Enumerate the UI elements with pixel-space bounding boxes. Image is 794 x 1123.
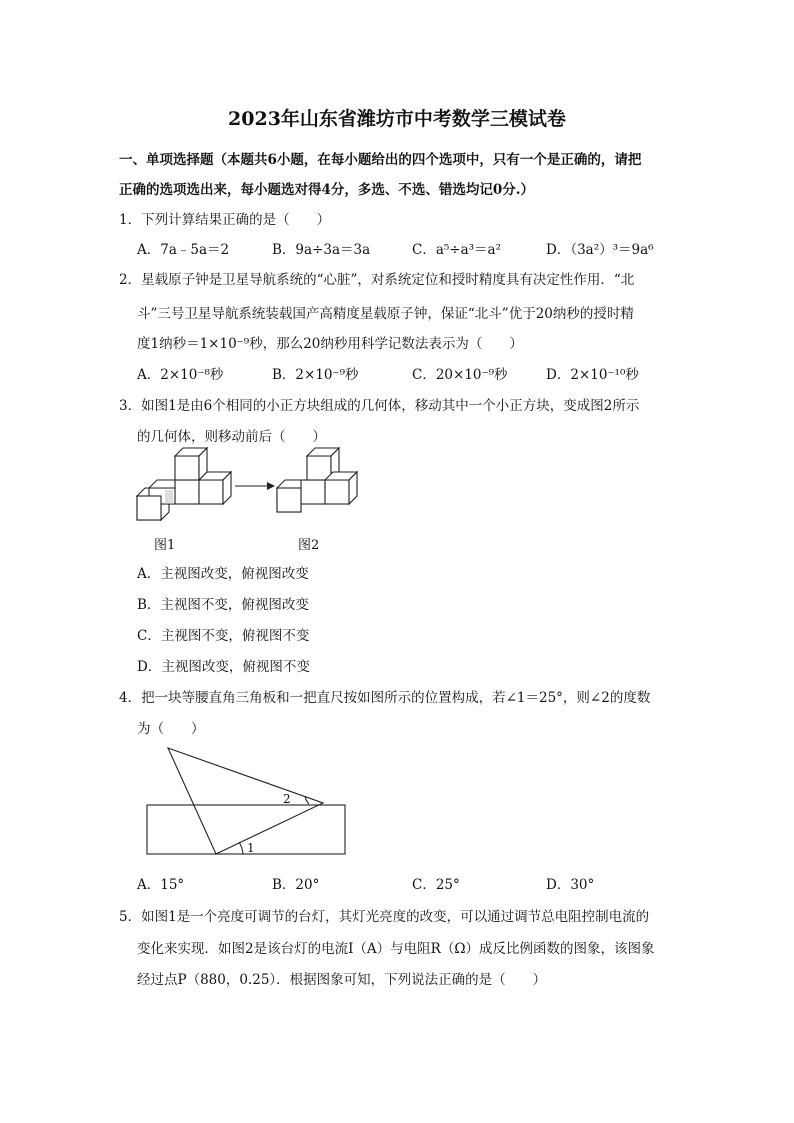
section-header-line2: 正确的选项选出来，每小题选对得4分，多选、不选、错选均记0分.） [119, 182, 534, 198]
q5-line2: 变化来实现．如图2是该台灯的电流I（A）与电阻R（Ω）成反比例函数的图象，该图象 [137, 941, 655, 957]
q2-line2: 斗”三号卫星导航系统装载国产高精度星载原子钟，保证“北斗”优于20纳秒的授时精 [137, 306, 634, 322]
right-triangle [168, 748, 323, 854]
q4-option-b: B．20° [272, 877, 320, 893]
q5-line1: 5．如图1是一个亮度可调节的台灯，其灯光亮度的改变，可以通过调节总电阻控制电流的 [119, 909, 650, 925]
q1-option-a: A．7a﹣5a＝2 [137, 242, 230, 258]
q3-fig1-label: 图1 [154, 538, 176, 553]
ruler [147, 805, 345, 854]
q3-option-b: B．主视图不变，俯视图改变 [137, 597, 309, 613]
q3-option-c: C．主视图不变，俯视图不变 [137, 628, 310, 644]
q4-line2: 为（ ） [137, 721, 205, 737]
q1-option-c: C．a⁵÷a³＝a² [412, 242, 502, 258]
q3-option-d: D．主视图改变，俯视图不变 [137, 659, 310, 675]
angle-1-label: 1 [247, 841, 255, 855]
q2-option-d: D．2×10⁻¹⁰秒 [546, 367, 639, 383]
q4-line1: 4．把一块等腰直角三角板和一把直尺按如图所示的位置构成，若∠1＝25°，则∠2的度数 [119, 690, 651, 706]
exam-title: 2023年山东省潍坊市中考数学三模试卷 [228, 108, 566, 130]
q1-stem: 1．下列计算结果正确的是（ ） [119, 212, 331, 228]
q3-cubes-figure [135, 452, 365, 530]
q3-line2: 的几何体，则移动前后（ ） [137, 429, 326, 445]
q2-option-a: A．2×10⁻⁸秒 [137, 367, 224, 383]
q3-option-a: A．主视图改变，俯视图改变 [137, 566, 309, 582]
q1-option-d: D．（3a²）³＝9a⁶ [546, 242, 654, 258]
q4-option-d: D．30° [546, 877, 595, 893]
q2-option-b: B．2×10⁻⁹秒 [272, 367, 359, 383]
q4-option-c: C．25° [412, 877, 460, 893]
q2-option-c: C．20×10⁻⁹秒 [412, 367, 508, 383]
q1-option-b: B．9a÷3a＝3a [272, 242, 371, 258]
q2-line1: 2．星载原子钟是卫星导航系统的“心脏”，对系统定位和授时精度具有决定性作用．“北 [119, 272, 635, 288]
section-header-line1: 一、单项选择题（本题共6小题，在每小题给出的四个选项中，只有一个是正确的，请把 [119, 152, 642, 168]
q3-fig2-label: 图2 [298, 538, 320, 553]
q4-option-a: A．15° [137, 877, 185, 893]
angle-2-label: 2 [283, 792, 291, 806]
q5-line3: 经过点P（880，0.25）．根据图象可知，下列说法正确的是（ ） [137, 972, 547, 988]
q2-line3: 度1纳秒＝1×10⁻⁹秒，那么20纳秒用科学记数法表示为（ ） [137, 336, 523, 352]
q3-line1: 3．如图1是由6个相同的小正方块组成的几何体，移动其中一个小正方块，变成图2所示 [119, 398, 640, 414]
